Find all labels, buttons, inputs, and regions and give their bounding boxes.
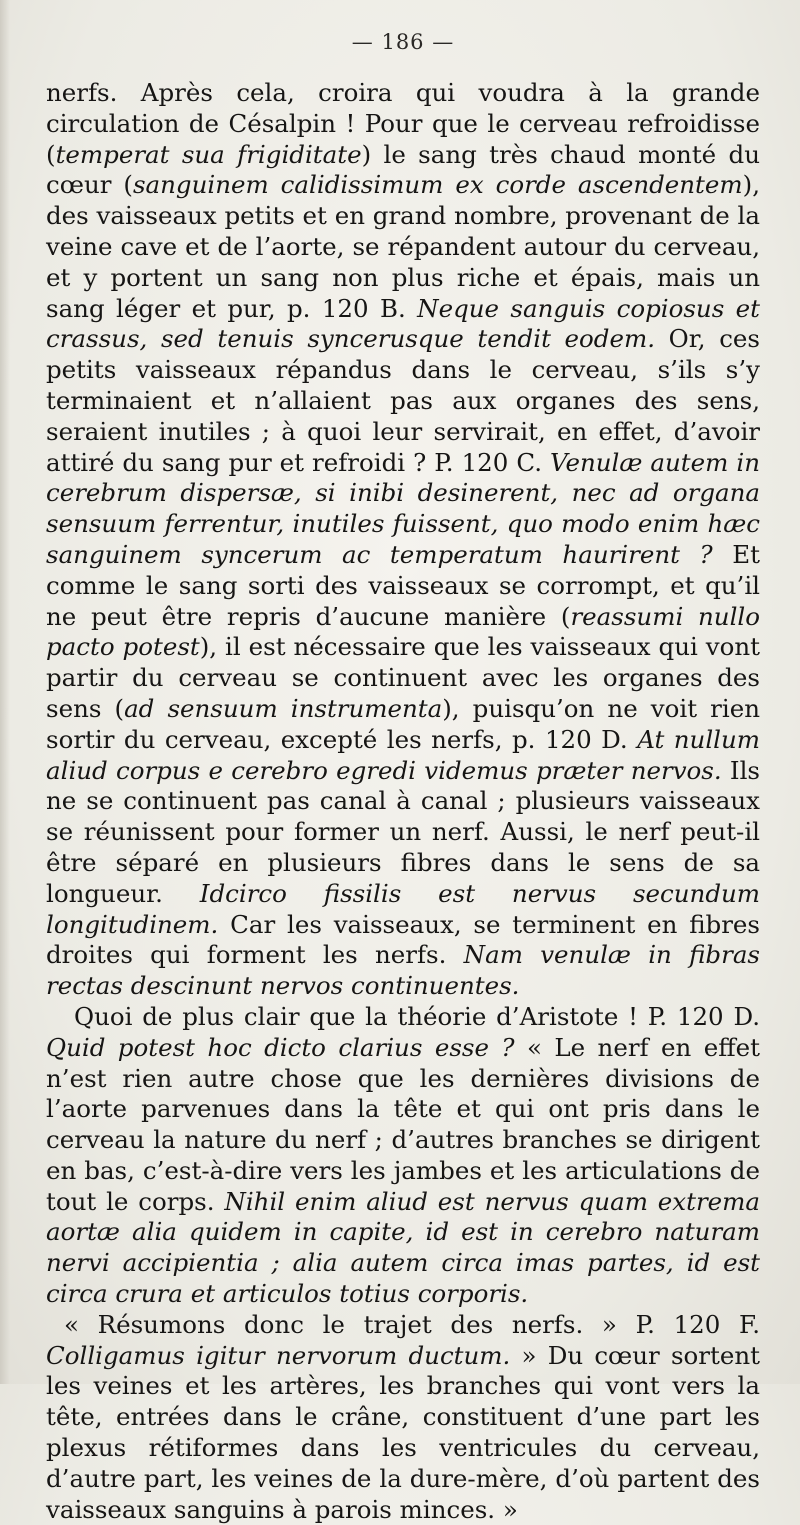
latin-quotation: At nullum aliud corpus e cerebro egredi videmus præter nervos.: [46, 724, 760, 785]
latin-quotation: ad sensuum instrumenta: [124, 693, 443, 723]
latin-quotation: reassumi nullo pacto potest: [46, 601, 760, 662]
latin-quotation: Idcirco fissilis est nervus secundum longitudinem.: [46, 878, 761, 939]
latin-quotation: Nam venulæ in fibras rectas descinunt nervos continuentes.: [46, 940, 760, 1001]
latin-quotation: sanguinem calidissimum ex corde ascendentem: [132, 170, 743, 200]
french-text: ), des vaisseaux petits et en grand nombre, provenant de la veine cave et de l’aorte, se répandent autour du cerveau, et y portent un sang non plus riche et épais, mais un sang léger et pur, p. 120 B.: [46, 170, 760, 323]
french-text: nerfs. Après cela, croira qui voudra à la grande circulation de Césalpin ! Pour que le cerveau refroidisse (: [46, 78, 760, 169]
french-text: ), il est nécessaire que les vaisseaux qui vont partir du cerveau se continuent avec les organes des sens (: [46, 632, 760, 723]
french-text: » Du cœur sortent les veines et les artères, les branches qui vont vers la tête, entrées dans le crâne, constituent d’une part les plexus rétiformes dans les ventricules du cerveau, d’autre part, les veines de la dure-mère, d’où partent des vaisseaux sanguins à parois minces. »: [46, 1340, 760, 1524]
french-text: Et comme le sang sorti des vaisseaux se corrompt, et qu’il ne peut être repris d’aucune manière (: [46, 539, 760, 631]
french-text: Car les vaisseaux, se terminent en fibres droites qui forment les nerfs.: [46, 909, 760, 970]
paragraph-2: [46, 1002, 760, 1310]
latin-quotation: Venulæ autem in cerebrum dispersæ, si inibi desinerent, nec ad organa sensuum ferrentur, inutiles fuissent, quo modo enim hæc sanguinem syncerum ac temperatum haurirent ?: [46, 447, 760, 569]
latin-quotation: Nihil enim aliud est nervus quam extrema aortæ alia quidem in capite, id est in cerebro naturam nervi accipientia ; alia autem circa imas partes, id est circa crura et articulos totius corporis.: [46, 1186, 760, 1309]
paragraph-3: [46, 1310, 760, 1525]
latin-quotation: temperat sua frigiditate: [55, 139, 362, 169]
french-text: « Résumons donc le trajet des nerfs. » P. 120 F.: [64, 1309, 760, 1339]
french-text: Or, ces petits vaisseaux répandus dans le cerveau, s’ils s’y terminaient et n’allaient pas aux organes des sens, seraient inutiles ; à quoi leur servirait, en effet, d’avoir attiré du sang pur et refroidi ? P. 120 C.: [46, 324, 760, 477]
french-text: ) le sang très chaud monté du cœur (: [46, 139, 760, 200]
latin-quotation: Neque sanguis copiosus et crassus, sed tenuis syncerusque tendit eodem.: [46, 293, 761, 354]
latin-quotation: Colligamus igitur nervorum ductum.: [46, 1340, 511, 1370]
french-text: « Le nerf en effet n’est rien autre chose que les dernières divisions de l’aorte parvenues dans la tête et qui ont pris dans le cerveau la nature du nerf ; d’autres branches se dirigent en bas, c’est-à-dire vers les jambes et les articulations de tout le corps.: [46, 1032, 760, 1216]
page-number: — 186 —: [351, 30, 455, 54]
latin-quotation: Quid potest hoc dicto clarius esse ?: [46, 1032, 515, 1062]
french-text: ), puisqu’on ne voit rien sortir du cerveau, excepté les nerfs, p. 120 D.: [46, 693, 760, 754]
paragraph-1: [46, 78, 760, 1002]
french-text: Ils ne se continuent pas canal à canal ; plusieurs vaisseaux se réunissent pour former un nerf. Aussi, le nerf peut-il être séparé en plusieurs fibres dans le sens de sa longueur.: [46, 755, 761, 908]
body-text: [46, 78, 760, 1525]
french-text: Quoi de plus clair que la théorie d’Aristote ! P. 120 D.: [74, 1001, 760, 1031]
